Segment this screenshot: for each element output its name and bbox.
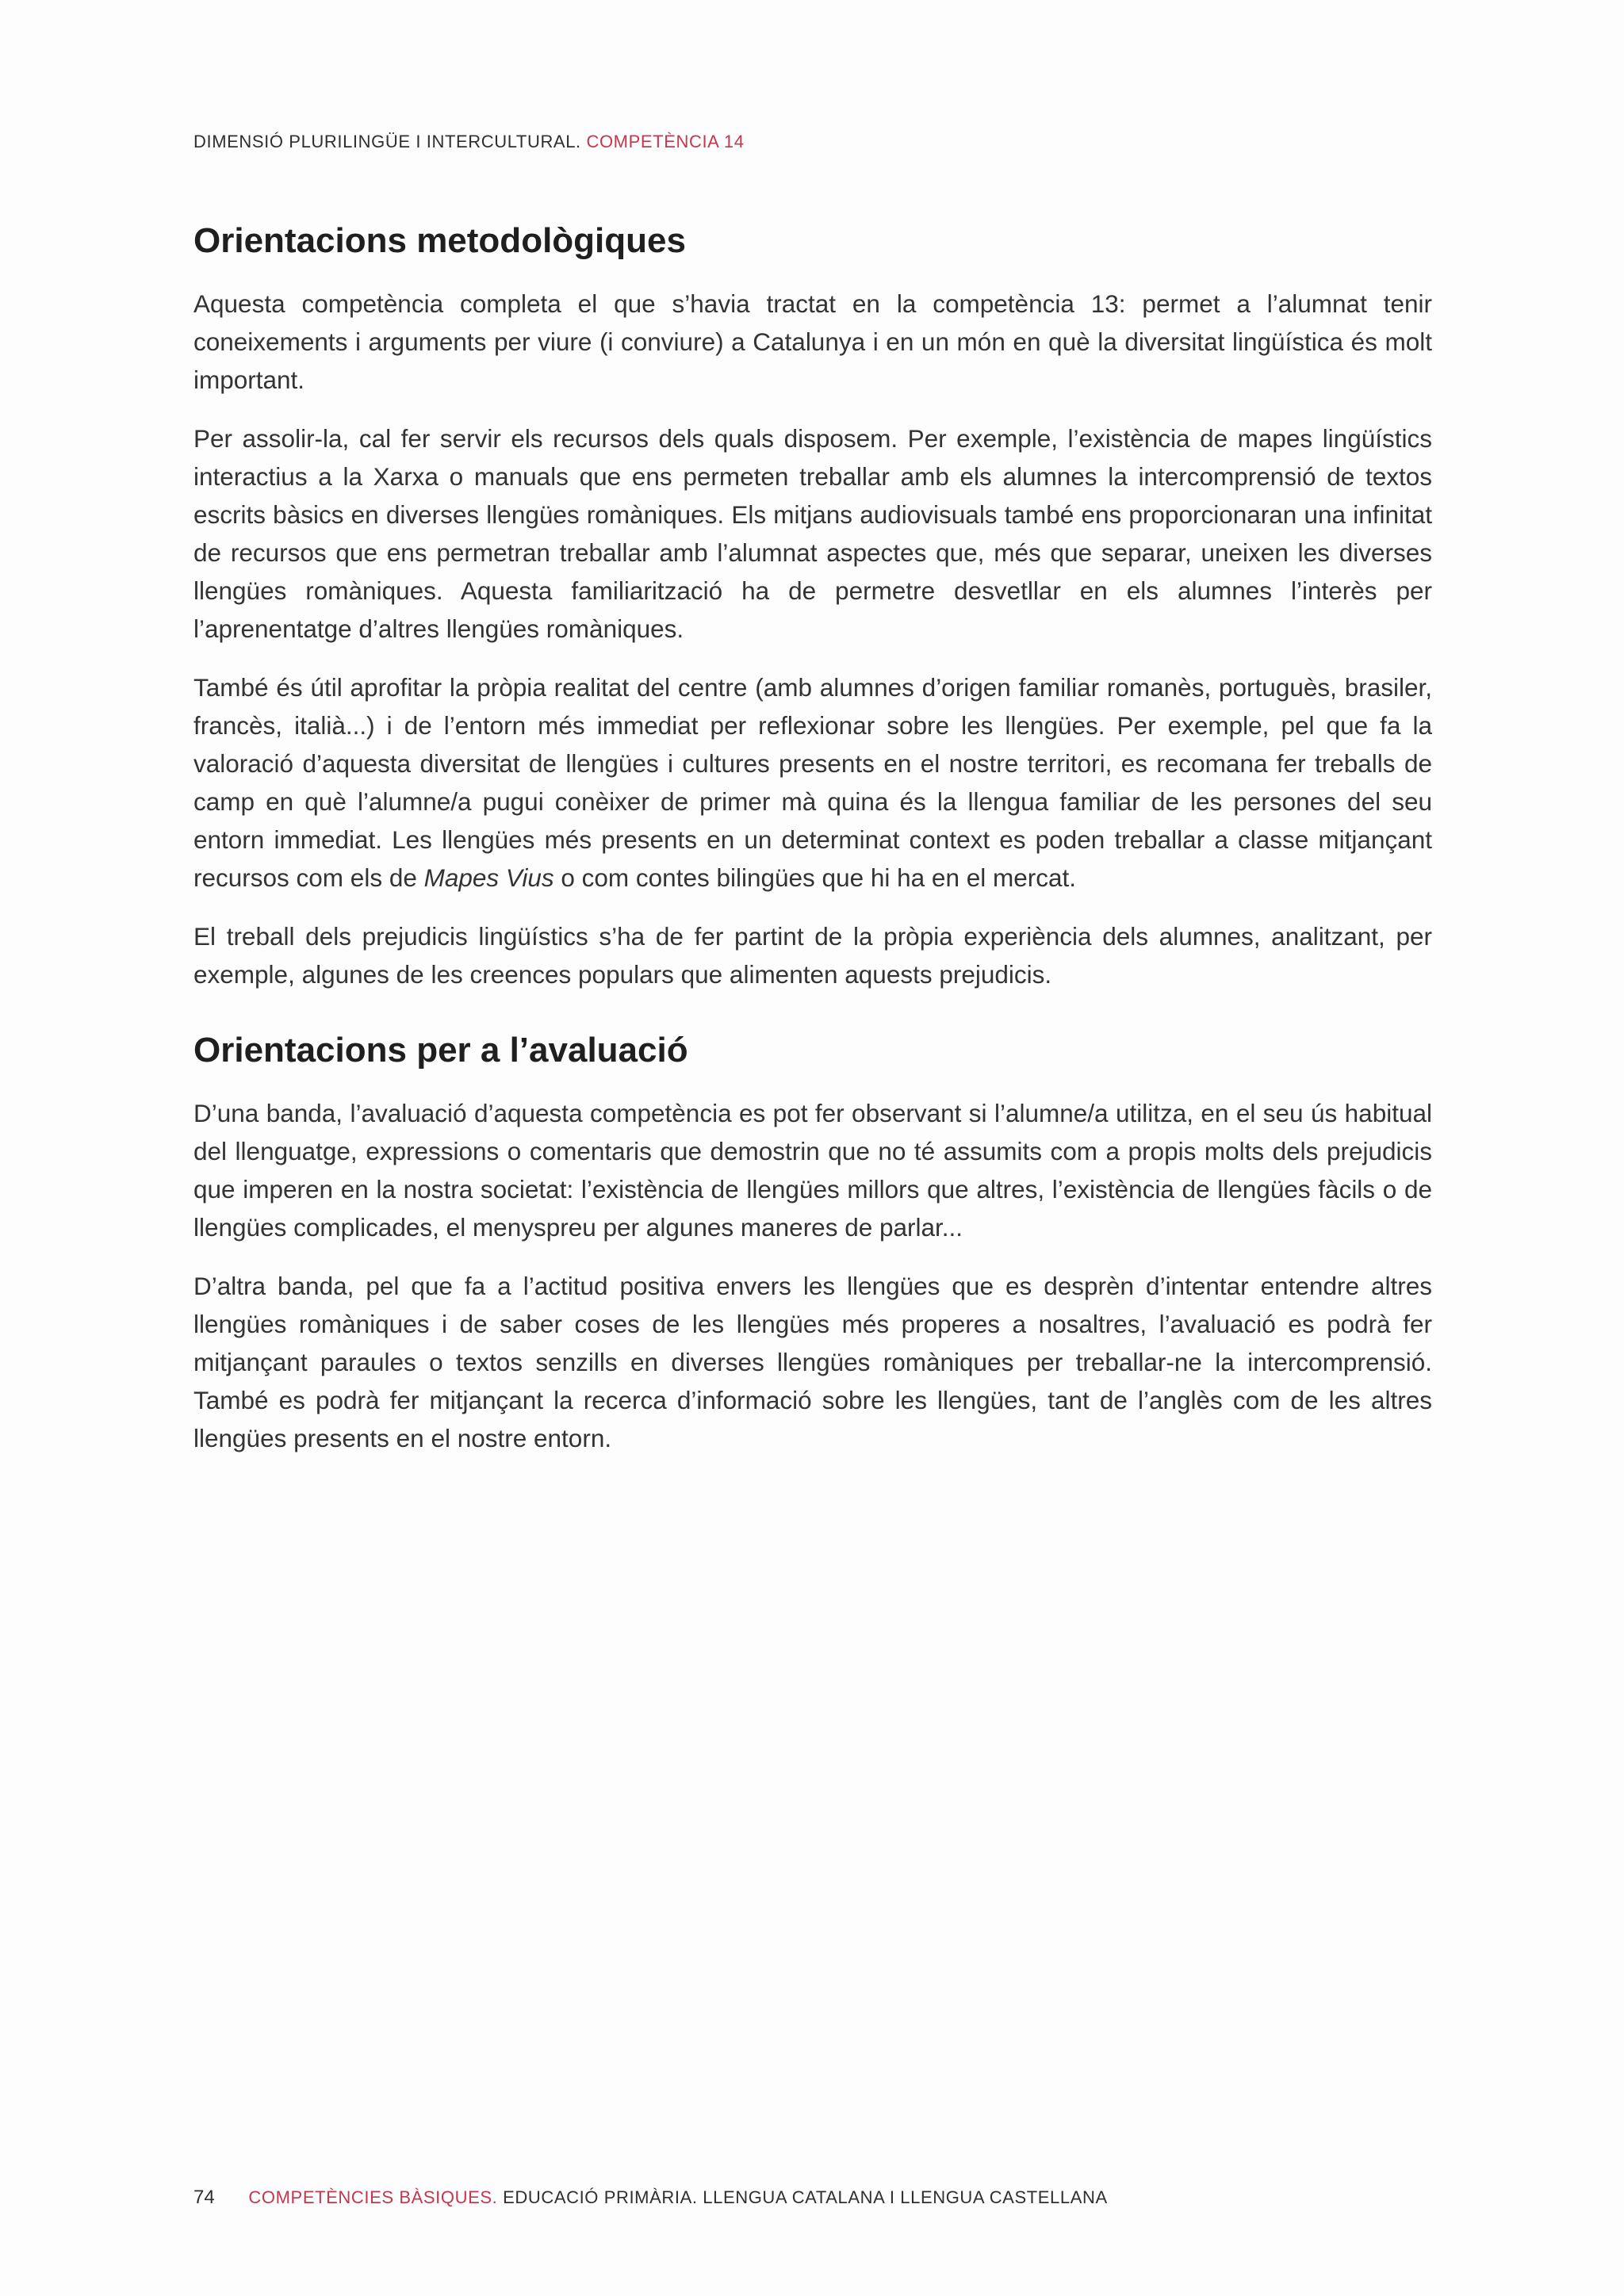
- page-number: 74: [193, 2187, 215, 2208]
- running-header: [193, 132, 745, 152]
- paragraph: D’una banda, l’avaluació d’aquesta competència es pot fer observant si l’alumne/a utilitza, en el seu ús habitual del llenguatge, expressions o comentaris que demostrin que no té assumits com a propis molts dels prejudicis que imperen en la nostra societat: l’existència de llengües millors que altres, l’existència de llengües fàcils o de llengües complicades, el menyspreu per algunes maneres de parlar...: [193, 1098, 1432, 1242]
- footer-subtitle: EDUCACIÓ PRIMÀRIA. LLENGUA CATALANA I LLENGUA CASTELLANA: [503, 2187, 1108, 2207]
- paragraph: D’altra banda, pel que fa a l’actitud positiva envers les llengües que es desprèn d’intentar entendre altres llengües romàniques i de saber coses de les llengües més properes a nosaltres, l’avaluació es podrà fer mitjançant paraules o textos senzills en diverses llengües romàniques per treballar-ne la intercomprensió. També es podrà fer mitjançant la recerca d’informació sobre les llengües, tant de l’anglès com de les altres llengües presents en el nostre entorn.: [193, 1271, 1432, 1452]
- paragraph-text: També és útil aprofitar la pròpia realitat del centre (amb alumnes d’origen familiar romanès, portuguès, brasiler, francès, italià...) i de l’entorn més immediat per reflexionar sobre les llengües. Per exemple, pel que fa la valoració d’aquesta diversitat de llengües i cultures presents en el nostre territori, es recomana fer treballs de camp en què l’alumne/a pugui conèixer de primer mà quina és la llengua familiar de les persones del seu entorn immediat. Les llengües més presents en un determinat context es poden treballar a classe mitjançant recursos com els de: [193, 672, 1432, 892]
- resource-title: Mapes Vius: [423, 863, 554, 892]
- main-content: [193, 220, 1432, 1478]
- running-footer: [193, 2187, 1108, 2209]
- paragraph: [193, 668, 1432, 897]
- header-section: DIMENSIÓ PLURILINGÜE I INTERCULTURAL.: [193, 132, 581, 151]
- paragraph: Aquesta competència completa el que s’havia tractat en la competència 13: permet a l’alumnat tenir coneixements i arguments per viure (i conviure) a Catalunya i en un món en què la diversitat lingüística és molt important.: [193, 289, 1432, 394]
- header-competence: COMPETÈNCIA 14: [586, 132, 745, 151]
- paragraph: El treball dels prejudicis lingüístics s’ha de fer partint de la pròpia experiència dels alumnes, analitzant, per exemple, algunes de les creences populars que alimenten aquests prejudicis.: [193, 921, 1432, 989]
- section-title-methodology: Orientacions metodològiques: [193, 221, 686, 260]
- paragraph: Per assolir-la, cal fer servir els recursos dels quals disposem. Per exemple, l’existència de mapes lingüístics interactius a la Xarxa o manuals que ens permeten treballar amb els alumnes la intercomprensió de textos escrits bàsics en diverses llengües romàniques. Els mitjans audiovisuals també ens proporcionaran una infinitat de recursos que ens permetran treballar amb l’alumnat aspectes que, més que separar, uneixen les diverses llengües romàniques. Aquesta familiarització ha de permetre desvetllar en els alumnes l’interès per l’aprenentatge d’altres llengües romàniques.: [193, 423, 1432, 643]
- footer-series: COMPETÈNCIES BÀSIQUES.: [248, 2187, 498, 2207]
- paragraph-text: o com contes bilingües que hi ha en el mercat.: [553, 863, 1077, 892]
- section-title-evaluation: Orientacions per a l’avaluació: [193, 1030, 688, 1070]
